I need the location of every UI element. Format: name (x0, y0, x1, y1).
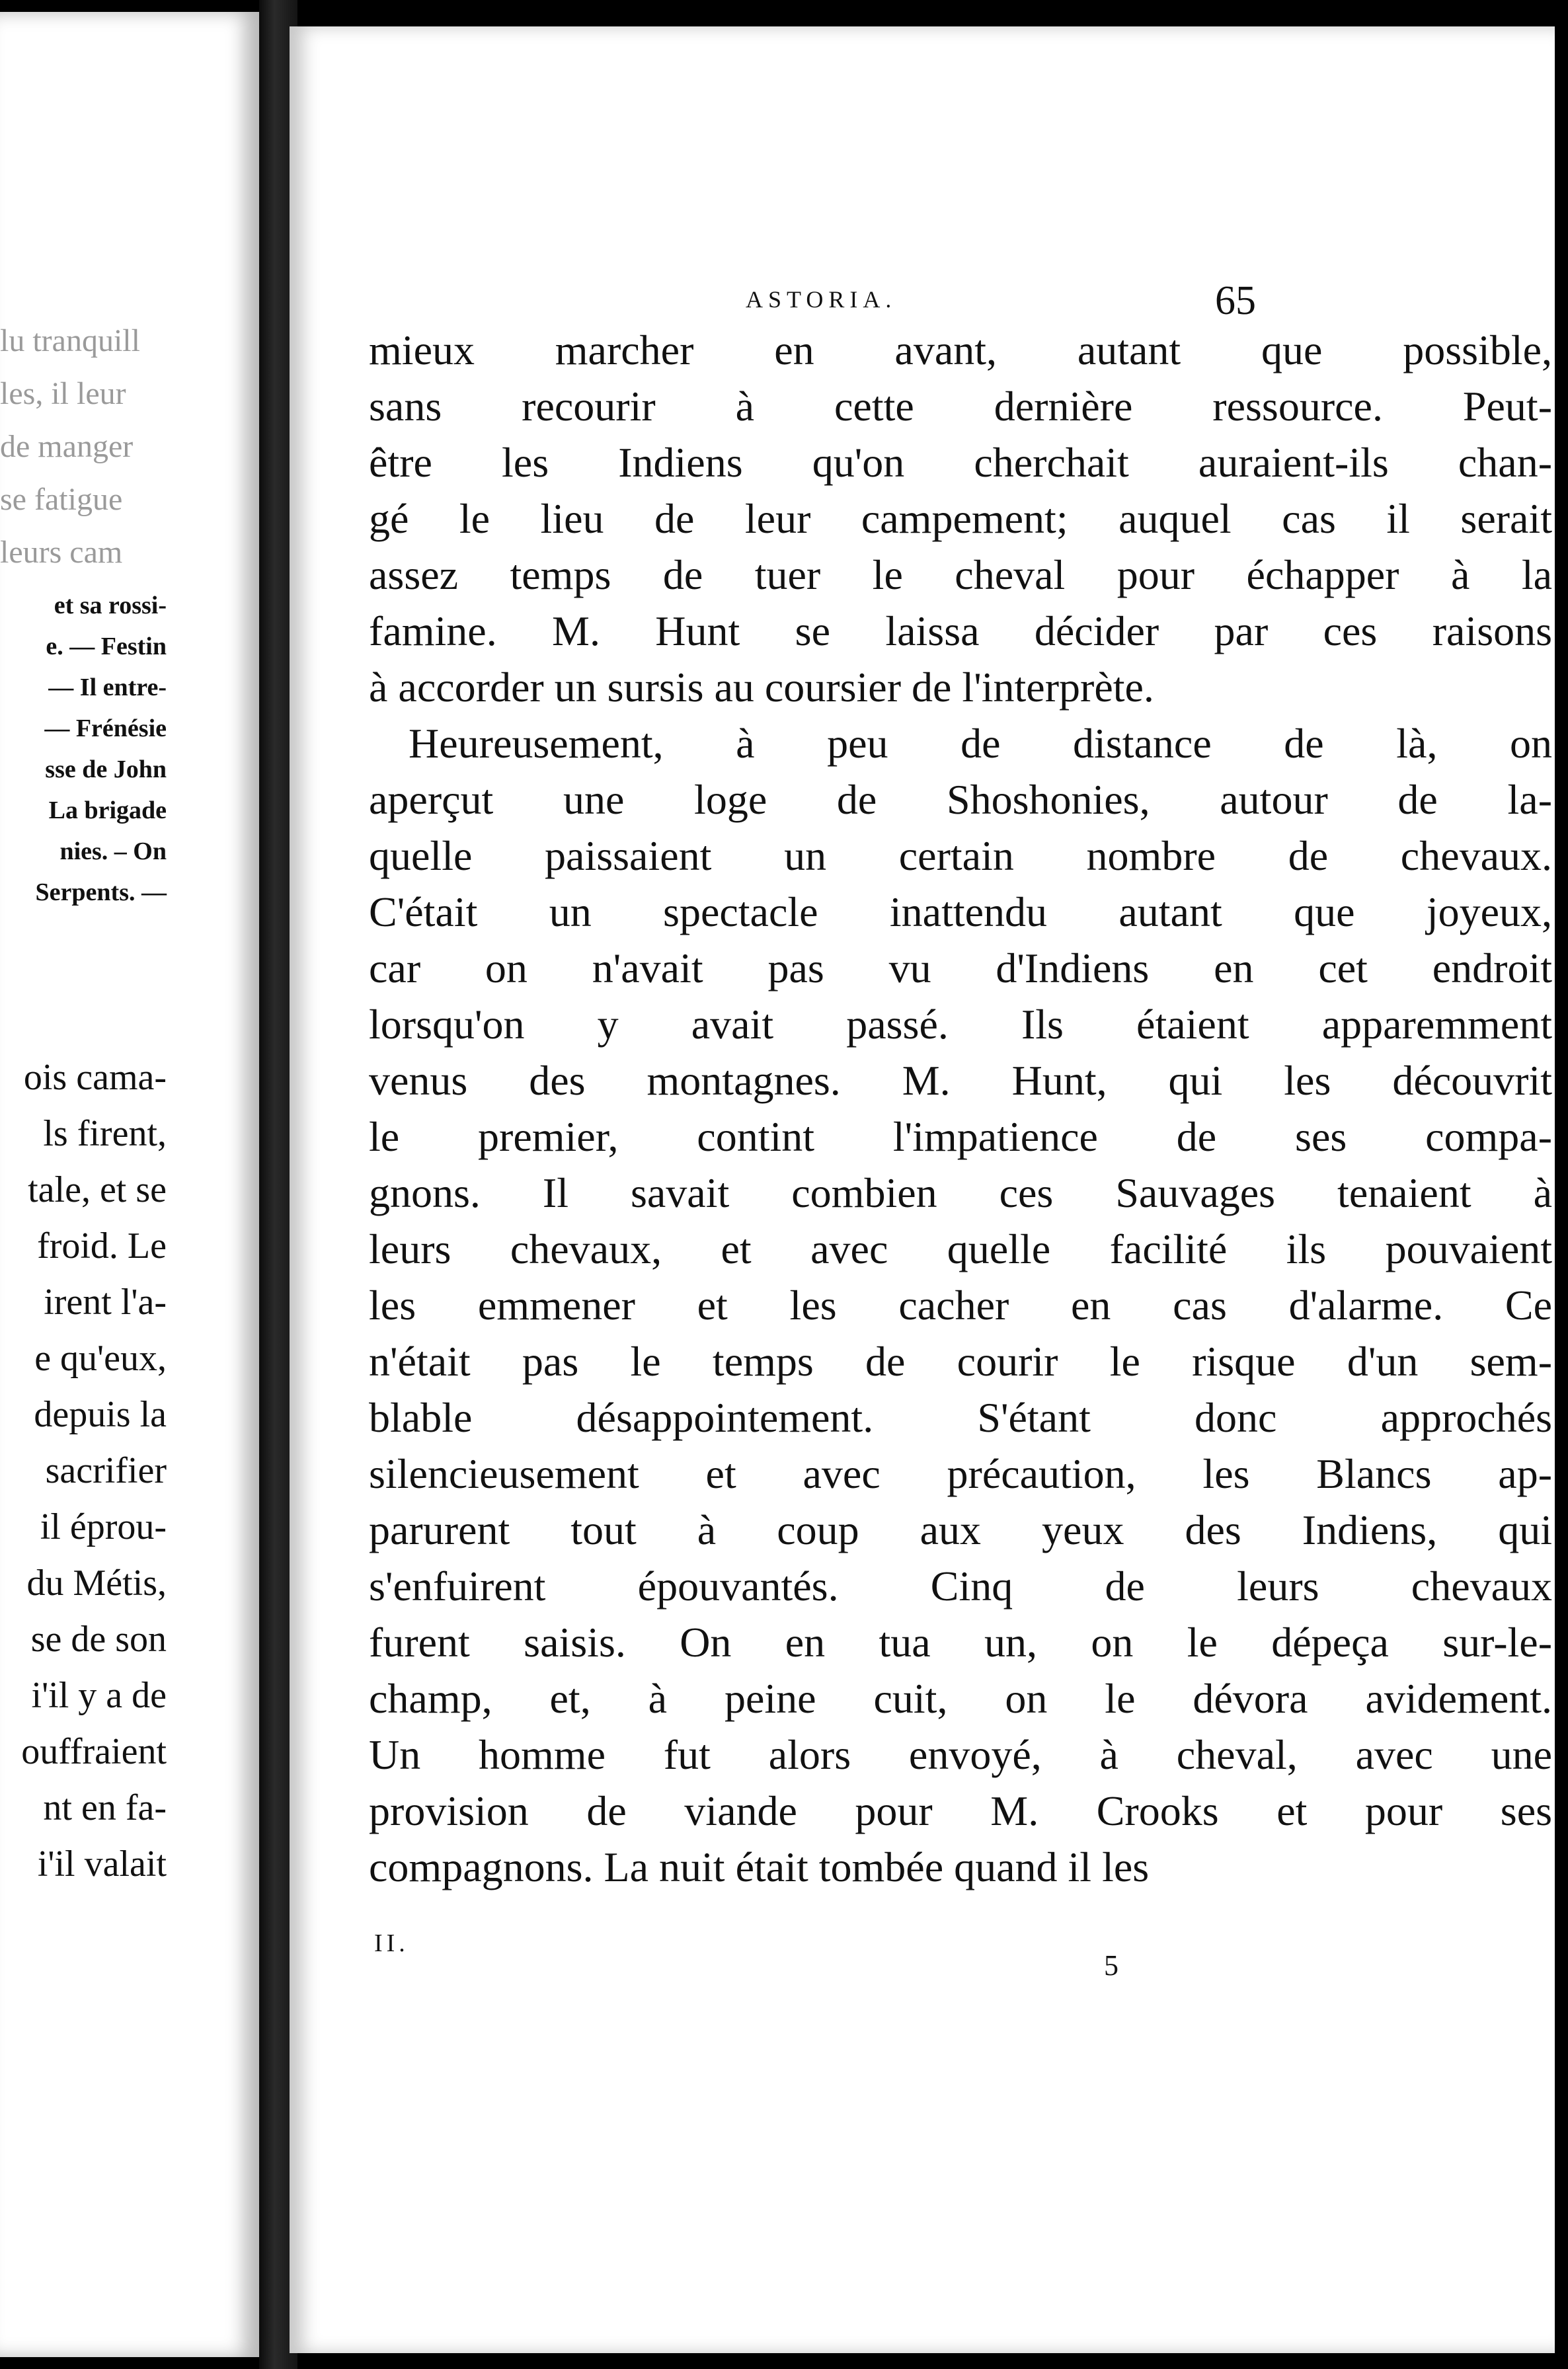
text-line: Un homme fut alors envoyé, à cheval, avec une (369, 1731, 1552, 1778)
left-body-line: se de son (30, 1619, 167, 1660)
summary-line: Serpents. — (35, 878, 167, 906)
text-line: leurs chevaux, et avec quelle facilité ils pouvaient (369, 1225, 1552, 1272)
text-line: gnons. Il savait combien ces Sauvages tenaient à (369, 1169, 1552, 1216)
text-line: sans recourir à cette dernière ressource. Peut- (369, 383, 1552, 430)
text-line: mieux marcher en avant, autant que possible, (369, 327, 1552, 373)
left-body-line: e qu'eux, (34, 1338, 167, 1379)
text-line: provision de viande pour M. Crooks et pour ses (369, 1787, 1552, 1834)
show-through-text: de manger (0, 429, 134, 464)
running-head: ASTORIA. (746, 286, 897, 313)
text-line: C'était un spectacle inattendu autant que joyeux, (369, 888, 1552, 935)
summary-line: — Frénésie (44, 715, 167, 742)
summary-line: — Il entre- (48, 674, 167, 701)
left-body-line: froid. Le (37, 1225, 167, 1266)
left-body-line: irent l'a- (44, 1282, 167, 1323)
summary-line: sse de John (45, 756, 167, 783)
summary-line: La brigade (48, 796, 167, 824)
text-line: compagnons. La nuit était tombée quand il les (369, 1844, 1150, 1890)
left-body-line: sacrifier (45, 1450, 167, 1491)
text-line: le premier, contint l'impatience de ses compa- (369, 1113, 1552, 1160)
text-line: gé le lieu de leur campement; auquel cas il serait (369, 495, 1552, 542)
left-body-line: ois cama- (23, 1057, 167, 1098)
text-line: famine. M. Hunt se laissa décider par ces raisons (369, 607, 1552, 654)
summary-line: nies. – On (59, 837, 167, 865)
text-line: car on n'avait pas vu d'Indiens en cet endroit (369, 945, 1552, 991)
text-line: les emmener et les cacher en cas d'alarme. Ce (369, 1282, 1552, 1329)
show-through-text: leurs cam (0, 535, 123, 570)
page-number: 65 (1215, 278, 1256, 323)
text-line: à accorder un sursis au coursier de l'interprète. (369, 664, 1154, 711)
left-body-line: i'il valait (37, 1844, 167, 1884)
text-line: être les Indiens qu'on cherchait auraient-ils chan- (369, 439, 1552, 486)
text-line: aperçut une loge de Shoshonies, autour de la- (369, 776, 1552, 823)
left-body-line: i'il y a de (31, 1675, 167, 1716)
text-line: silencieusement et avec précaution, les Blancs ap- (369, 1450, 1552, 1497)
left-facing-page (0, 12, 259, 2357)
left-body-line: depuis la (34, 1394, 167, 1435)
left-body-line: nt en fa- (43, 1787, 167, 1828)
left-body-line: ls firent, (43, 1113, 167, 1154)
show-through-text: lu tranquill (0, 323, 140, 358)
signature-mark: II. (374, 1929, 409, 1957)
text-line: Heureusement, à peu de distance de là, on (409, 720, 1552, 767)
gathering-number: 5 (1104, 1949, 1118, 1982)
summary-line: et sa rossi- (54, 592, 167, 619)
left-body-line: il éprou- (40, 1506, 167, 1547)
text-line: s'enfuirent épouvantés. Cinq de leurs chevaux (369, 1563, 1552, 1610)
text-line: assez temps de tuer le cheval pour échapper à la (369, 551, 1552, 598)
text-line: blable désappointement. S'étant donc approchés (369, 1394, 1552, 1441)
text-line: n'était pas le temps de courir le risque d'un sem- (369, 1338, 1552, 1385)
left-body-line: du Métis, (26, 1563, 167, 1604)
summary-line: e. — Festin (46, 633, 167, 660)
text-line: lorsqu'on y avait passé. Ils étaient apparemment (369, 1001, 1552, 1048)
text-line: parurent tout à coup aux yeux des Indiens, qui (369, 1506, 1552, 1553)
text-line: venus des montagnes. M. Hunt, qui les découvrit (369, 1057, 1552, 1104)
text-line: quelle paissaient un certain nombre de chevaux. (369, 832, 1552, 879)
text-line: furent saisis. On en tua un, on le dépeça sur-le- (369, 1619, 1552, 1666)
text-line: champ, et, à peine cuit, on le dévora avidement. (369, 1675, 1552, 1722)
show-through-text: se fatigue (0, 482, 123, 517)
left-body-line: tale, et se (28, 1169, 167, 1210)
show-through-text: les, il leur (0, 376, 126, 411)
left-body-line: ouffraient (21, 1731, 167, 1772)
right-page (290, 26, 1555, 2353)
